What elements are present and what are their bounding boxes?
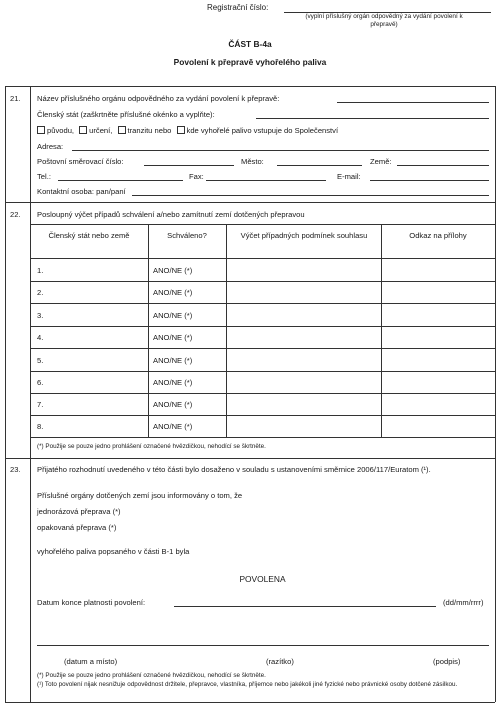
country-label: Země:	[370, 157, 392, 166]
row-approved-value[interactable]: ANO/NE (*)	[153, 266, 193, 275]
table-col-divider	[381, 224, 382, 437]
decision-text: Přijatého rozhodnutí uvedeného v této části bylo dosaženo v souladu s ustanoveními směrnice 2006/117/Euratom (¹).	[37, 465, 431, 474]
registration-label: Registrační číslo:	[207, 3, 269, 12]
tel-field[interactable]	[58, 180, 183, 181]
postcode-field[interactable]	[144, 165, 234, 166]
table-header-bottom	[30, 258, 495, 259]
transit-checkbox[interactable]	[118, 126, 126, 134]
entry-label: kde vyhořelé palivo vstupuje do Společenství	[186, 126, 339, 135]
row-number: 7.	[37, 400, 44, 409]
frame-bottom	[5, 702, 495, 703]
section-22-title: Posloupný výčet případů schválení a/nebo zamítnutí zemí dotčených přepravou	[37, 210, 305, 219]
country-field[interactable]	[397, 165, 489, 166]
row-number: 4.	[37, 333, 44, 342]
row-number: 5.	[37, 356, 44, 365]
row-approved-value[interactable]: ANO/NE (*)	[153, 311, 193, 320]
member-state-field[interactable]	[256, 118, 489, 119]
single-shipment-option[interactable]: jednorázová přeprava (*)	[37, 507, 121, 516]
member-state-options	[37, 126, 338, 135]
frame-top	[5, 86, 495, 87]
section-23-number: 23.	[10, 465, 21, 474]
row-approved-value[interactable]: ANO/NE (*)	[153, 356, 193, 365]
origin-checkbox[interactable]	[37, 126, 45, 134]
row-approved-value[interactable]: ANO/NE (*)	[153, 333, 193, 342]
part-title: ČÁST B-4a	[228, 39, 272, 49]
contact-field[interactable]	[132, 195, 489, 196]
row-number: 3.	[37, 311, 44, 320]
repeated-shipment-option[interactable]: opakovaná přeprava (*)	[37, 523, 117, 532]
frame-divider-22-23	[5, 458, 495, 459]
transit-label: tranzitu nebo	[127, 126, 172, 135]
entry-checkbox[interactable]	[177, 126, 185, 134]
col-header-approved: Schváleno?	[167, 231, 207, 240]
table-row-line	[30, 415, 495, 416]
email-label: E-mail:	[337, 172, 361, 181]
section-22-footnote: (*) Použije se pouze jedno prohlášení označené hvězdičkou, nehodící se škrtněte.	[37, 443, 266, 450]
row-approved-value[interactable]: ANO/NE (*)	[153, 400, 193, 409]
fax-label: Fax:	[189, 172, 204, 181]
date-format: (dd/mm/rrrr)	[443, 598, 484, 607]
frame-number-column	[30, 86, 31, 702]
frame-right	[495, 86, 496, 702]
tel-label: Tel.:	[37, 172, 51, 181]
signature-caption: (podpis)	[433, 657, 461, 666]
section-23-footnote-1: (*) Použije se pouze jedno prohlášení označené hvězdičkou, nehodící se škrtněte.	[37, 672, 266, 679]
email-field[interactable]	[370, 180, 489, 181]
part-subtitle: Povolení k přepravě vyhořelého paliva	[173, 57, 327, 67]
col-header-state: Členský stát nebo země	[48, 231, 130, 240]
frame-divider-21-22	[5, 202, 495, 203]
authority-label: Název příslušného orgánu odpovědného za vydání povolení k přepravě:	[37, 94, 280, 103]
frame-left	[5, 86, 6, 702]
col-header-ref: Odkaz na přílohy	[409, 231, 467, 240]
table-bottom	[30, 437, 495, 438]
address-label: Adresa:	[37, 142, 64, 151]
expiry-label: Datum konce platnosti povolení:	[37, 598, 146, 607]
row-number: 1.	[37, 266, 44, 275]
city-label: Město:	[241, 157, 264, 166]
approved-heading: POVOLENA	[239, 574, 286, 584]
table-col-divider	[148, 224, 149, 437]
row-number: 2.	[37, 288, 44, 297]
table-row-line	[30, 281, 495, 282]
table-row-line	[30, 326, 495, 327]
table-top	[30, 224, 495, 225]
table-row-line	[30, 393, 495, 394]
authority-field[interactable]	[337, 102, 489, 103]
table-row-line	[30, 303, 495, 304]
fuel-text: vyhořelého paliva popsaného v části B-1 byla	[37, 547, 190, 556]
city-field[interactable]	[277, 165, 362, 166]
section-21-number: 21.	[10, 94, 21, 103]
stamp-caption: (razítko)	[266, 657, 294, 666]
row-number: 8.	[37, 422, 44, 431]
address-field[interactable]	[72, 150, 489, 151]
destination-label: určení,	[89, 126, 113, 135]
section-22-number: 22.	[10, 210, 21, 219]
table-col-divider	[226, 224, 227, 437]
origin-label: původu,	[47, 126, 75, 135]
row-approved-value[interactable]: ANO/NE (*)	[153, 422, 193, 431]
signature-line[interactable]	[37, 645, 489, 646]
row-approved-value[interactable]: ANO/NE (*)	[153, 378, 193, 387]
table-row-line	[30, 348, 495, 349]
expiry-date-field[interactable]	[174, 606, 436, 607]
date-place-caption: (datum a místo)	[64, 657, 118, 666]
row-number: 6.	[37, 378, 44, 387]
member-state-label: Členský stát (zaškrtněte příslušné okénko a vyplňte):	[37, 110, 215, 119]
row-approved-value[interactable]: ANO/NE (*)	[153, 288, 193, 297]
contact-label: Kontaktní osoba: pan/paní	[37, 187, 126, 196]
informed-text: Příslušné orgány dotčených zemí jsou informovány o tom, že	[37, 491, 243, 500]
destination-checkbox[interactable]	[79, 126, 87, 134]
registration-note: (vyplní příslušný orgán odpovědný za vydání povolení k přepravě)	[305, 13, 463, 28]
postcode-label: Poštovní směrovací číslo:	[37, 157, 124, 166]
col-header-conditions: Výčet případných podmínek souhlasu	[240, 231, 368, 240]
table-row-line	[30, 371, 495, 372]
section-23-footnote-2: (¹) Toto povolení nijak nesnižuje odpovědnost držitele, přepravce, vlastníka, příjemce nebo jakékoli jiné fyzické nebo právnické osoby dotčené zásilkou.	[37, 681, 458, 688]
fax-field[interactable]	[206, 180, 326, 181]
